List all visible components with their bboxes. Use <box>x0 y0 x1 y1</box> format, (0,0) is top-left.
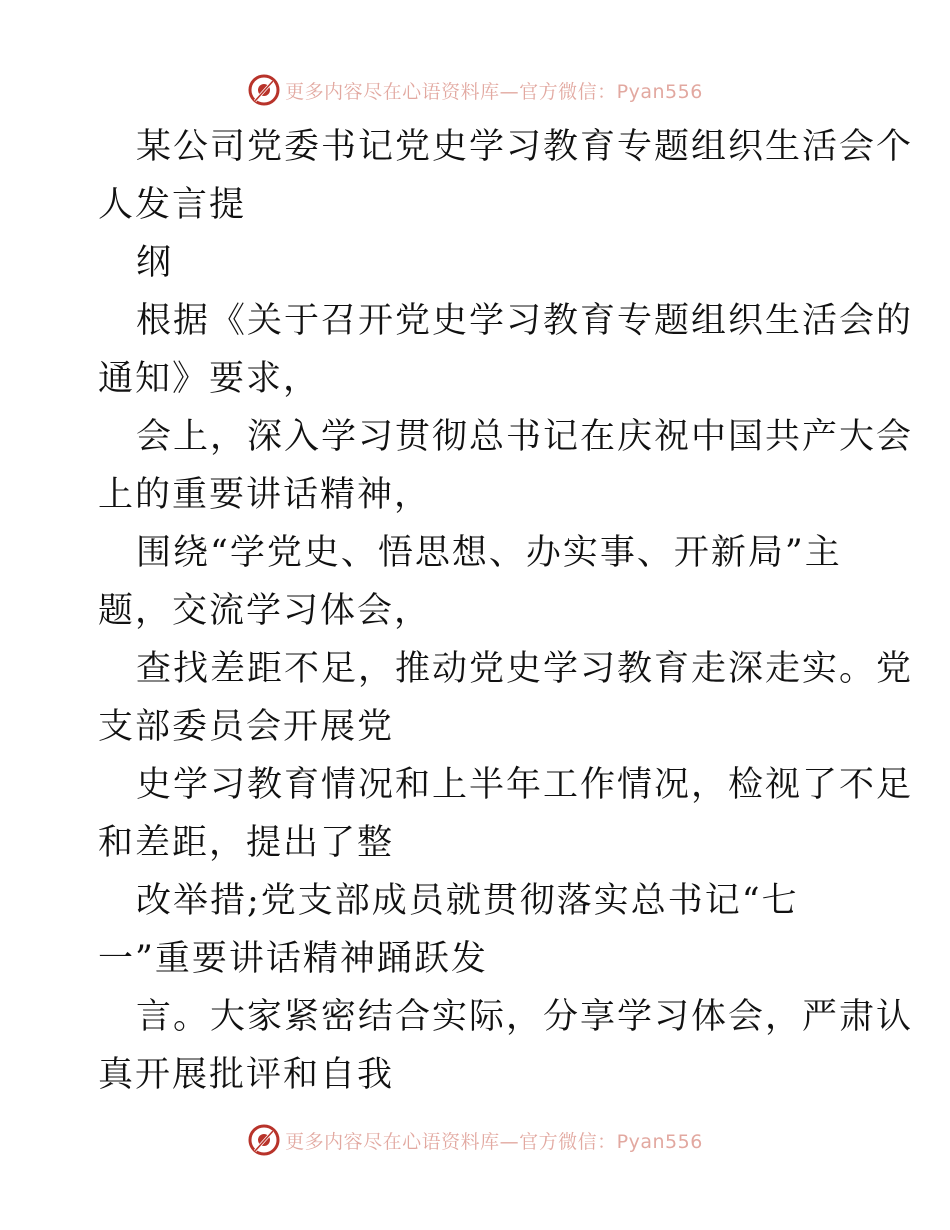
watermark-text: 更多内容尽在心语资料库—官方微信：Pyan556 <box>285 80 703 103</box>
text-line: 言。大家紧密结合实际，分享学习体会，严肃认 <box>136 997 914 1037</box>
text-line: 纲 <box>136 243 174 283</box>
header-watermark <box>0 70 950 110</box>
quill-logo-icon <box>247 1123 281 1157</box>
text-line: 围绕“学党史、悟思想、办实事、开新局”主 <box>136 533 842 573</box>
document-body <box>98 118 914 1104</box>
text-line: 一”重要讲话精神踊跃发 <box>98 939 488 979</box>
text-line: 史学习教育情况和上半年工作情况，检视了不足 <box>136 765 914 805</box>
text-line: 根据《关于召开党史学习教育专题组织生活会的 <box>136 301 914 341</box>
watermark-text: 更多内容尽在心语资料库—官方微信：Pyan556 <box>285 1130 703 1153</box>
text-line: 通知》要求， <box>98 359 321 399</box>
text-line: 某公司党委书记党史学习教育专题组织生活会个 <box>136 127 914 167</box>
text-line: 人发言提 <box>98 185 247 225</box>
text-line: 题，交流学习体会， <box>98 591 432 631</box>
text-line: 上的重要讲话精神， <box>98 475 432 515</box>
text-line: 和差距，提出了整 <box>98 823 395 863</box>
text-line: 真开展批评和自我 <box>98 1055 395 1095</box>
text-line: 会上，深入学习贯彻总书记在庆祝中国共产大会 <box>136 417 914 457</box>
text-line: 改举措;党支部成员就贯彻落实总书记“七 <box>136 881 799 921</box>
quill-logo-icon <box>247 73 281 107</box>
text-line: 查找差距不足，推动党史学习教育走深走实。党 <box>136 649 914 689</box>
footer-watermark <box>0 1120 950 1160</box>
text-line: 支部委员会开展党 <box>98 707 395 747</box>
